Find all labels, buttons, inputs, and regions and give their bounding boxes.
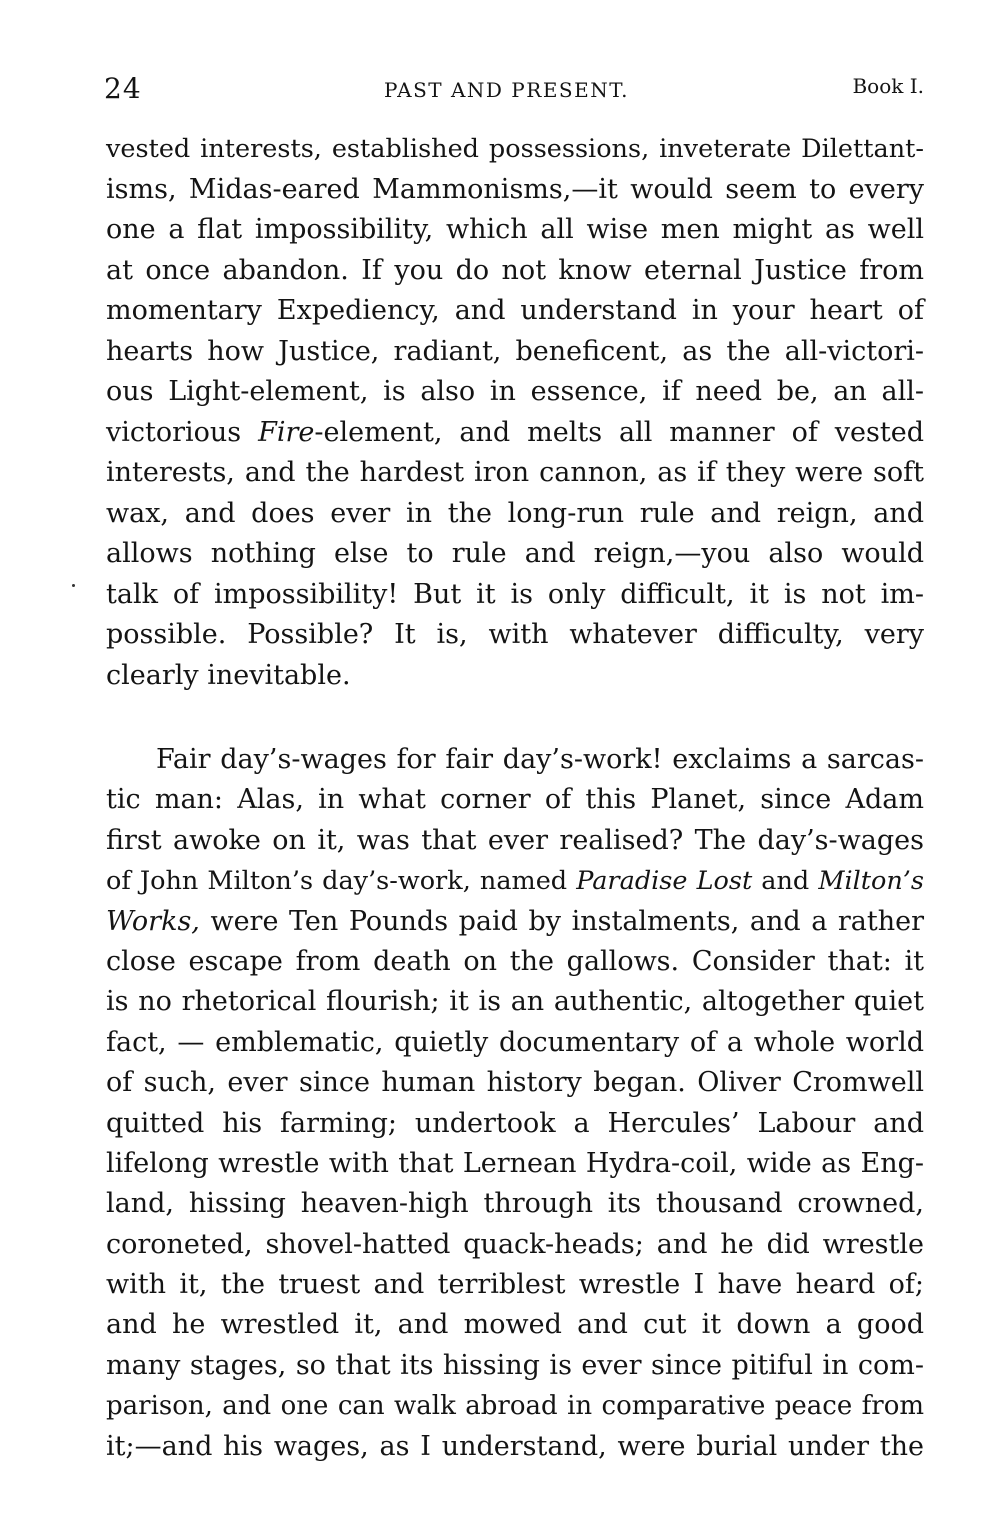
text-line: parison, and one can walk abroad in comparative peace from — [106, 1391, 924, 1422]
text-line: coroneted, shovel-hatted quack-heads; and he did wrestle — [106, 1228, 924, 1260]
text-line: quitted his farming; undertook a Hercules’ Labour and — [106, 1107, 924, 1139]
text-line: one a flat impossibility, which all wise men might as well — [106, 214, 924, 245]
running-head — [104, 72, 924, 108]
text-line: Fair day’s-wages for fair day’s-work! exclaims a sarcas- — [156, 744, 924, 775]
margin-mark — [72, 584, 75, 587]
running-title: PAST AND PRESENT. — [384, 78, 629, 102]
text-line — [106, 902, 924, 942]
text-line: allows nothing else to rule and reign,—you also would — [106, 538, 924, 569]
text-line: land, hissing heaven-high through its thousand crowned, — [106, 1188, 924, 1220]
text-line: is no rhetorical flourish; it is an authentic, altogether quiet — [106, 986, 924, 1018]
text-line: lifelong wrestle with that Lernean Hydra-coil, wide as Eng- — [106, 1147, 924, 1179]
text-line: interests, and the hardest iron cannon, as if they were soft — [106, 457, 924, 488]
paragraph-1 — [106, 129, 924, 696]
text-line: hearts how Justice, radiant, beneficent, as the all-victori- — [106, 335, 924, 367]
text-line: close escape from death on the gallows. Consider that: it — [106, 945, 924, 977]
text-line: vested interests, established possessions, inveterate Dilettant- — [106, 134, 924, 164]
text-line: ous Light-element, is also in essence, if need be, an all- — [106, 376, 924, 407]
text-line: clearly inevitable. — [106, 659, 351, 691]
text-line: it;—and his wages, as I understand, were burial under the — [106, 1430, 924, 1462]
text-line: with it, the truest and terriblest wrestle I have heard of; — [106, 1269, 924, 1301]
text-line — [106, 861, 924, 901]
line-segment: -element, and melts all manner of vested — [314, 416, 924, 448]
text-line: fact, — emblematic, quietly documentary of a whole world — [106, 1026, 924, 1058]
text-line: isms, Midas-eared Mammonisms,—it would seem to every — [106, 173, 924, 205]
italic-fire: Fire — [258, 416, 315, 448]
line-segment: victorious — [106, 416, 259, 448]
text-line: possible. Possible? It is, with whatever difficulty, very — [106, 619, 924, 650]
text-line: of such, ever since human history began. Oliver Cromwell — [106, 1067, 924, 1099]
text-line — [106, 413, 924, 454]
book-label: Book I. — [852, 74, 924, 98]
text-line: tic man: Alas, in what corner of this Planet, since Adam — [106, 784, 924, 816]
text-line: many stages, so that its hissing is ever since pitiful in com- — [106, 1349, 924, 1381]
italic-paradise-lost: Paradise Lost — [576, 866, 753, 897]
line-segment: of John Milton’s day’s-work, named — [106, 866, 577, 897]
page-number: 24 — [104, 72, 142, 105]
italic-miltons: Milton’s — [818, 866, 924, 897]
paragraph-2 — [106, 740, 924, 1467]
text-line: at once abandon. If you do not know eternal Justice from — [106, 254, 924, 286]
text-line: talk of impossibility! But it is only difficult, it is not im- — [106, 578, 924, 610]
text-line: wax, and does ever in the long-run rule and reign, and — [106, 497, 924, 529]
text-line: momentary Expediency, and understand in your heart of — [106, 295, 924, 326]
italic-works: Works, — [106, 905, 200, 937]
line-segment: were Ten Pounds paid by instalments, and a rather — [210, 905, 924, 937]
text-line: first awoke on it, was that ever realised? The day’s-wages — [106, 824, 924, 856]
line-segment: and — [752, 866, 819, 897]
text-line: and he wrestled it, and mowed and cut it down a good — [106, 1309, 924, 1341]
